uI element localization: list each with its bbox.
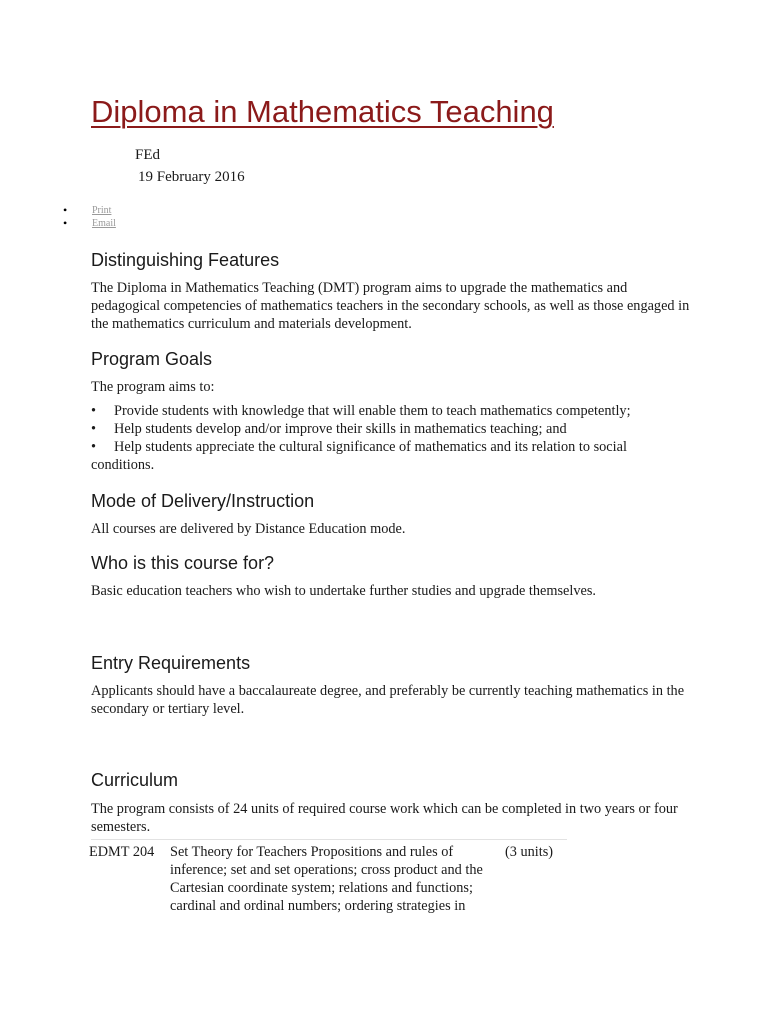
list-item [91, 438, 691, 474]
delivery-body: All courses are delivered by Distance Education mode. [91, 521, 406, 537]
features-body: The Diploma in Mathematics Teaching (DMT) program aims to upgrade the mathematics and pedagogical competencies of mathematics teachers in the secondary schools, as well as those engaged in the mathematics curriculum and materials development. [91, 280, 690, 332]
goal-text: Provide students with knowledge that will enable them to teach mathematics competently; [114, 403, 631, 419]
features-heading: Distinguishing Features [91, 250, 280, 270]
article-author: FEd [135, 147, 161, 163]
delivery-heading: Mode of Delivery/Instruction [91, 491, 315, 511]
print-link[interactable]: Print [92, 205, 112, 216]
bullet-icon: • [63, 216, 68, 230]
page-title[interactable]: Diploma in Mathematics Teaching [91, 94, 554, 129]
article-date: 19 February 2016 [138, 169, 245, 185]
bullet-icon: • [91, 421, 97, 437]
list-item [91, 402, 691, 420]
goals-list [91, 402, 691, 474]
bullet-icon: • [91, 439, 97, 455]
table-divider [91, 839, 567, 840]
entry-heading: Entry Requirements [91, 653, 251, 673]
bullet-icon: • [63, 203, 68, 217]
list-item [91, 420, 691, 438]
audience-heading: Who is this course for? [91, 553, 275, 573]
curriculum-body: The program consists of 24 units of required course work which can be completed in two years or four semesters. [91, 801, 678, 835]
course-units: (3 units) [505, 844, 554, 860]
email-link[interactable]: Email [92, 218, 116, 229]
goals-intro: The program aims to: [91, 379, 215, 395]
audience-body: Basic education teachers who wish to undertake further studies and upgrade themselves. [91, 583, 596, 599]
goal-text: Help students appreciate the cultural significance of mathematics and its relation to social conditions. [91, 439, 627, 473]
entry-body: Applicants should have a baccalaureate degree, and preferably be currently teaching mathematics in the secondary or tertiary level. [91, 683, 685, 717]
bullet-icon: • [91, 403, 97, 419]
goals-heading: Program Goals [91, 349, 213, 369]
curriculum-heading: Curriculum [91, 770, 179, 790]
course-description: Set Theory for Teachers Propositions and rules of inference; set and set operations; cross product and the Cartesian coordinate system; relations and functions; cardinal and ordinal numbers; ordering strategies in [170, 844, 483, 914]
course-code: EDMT 204 [89, 844, 155, 860]
goal-text: Help students develop and/or improve their skills in mathematics teaching; and [114, 421, 567, 437]
